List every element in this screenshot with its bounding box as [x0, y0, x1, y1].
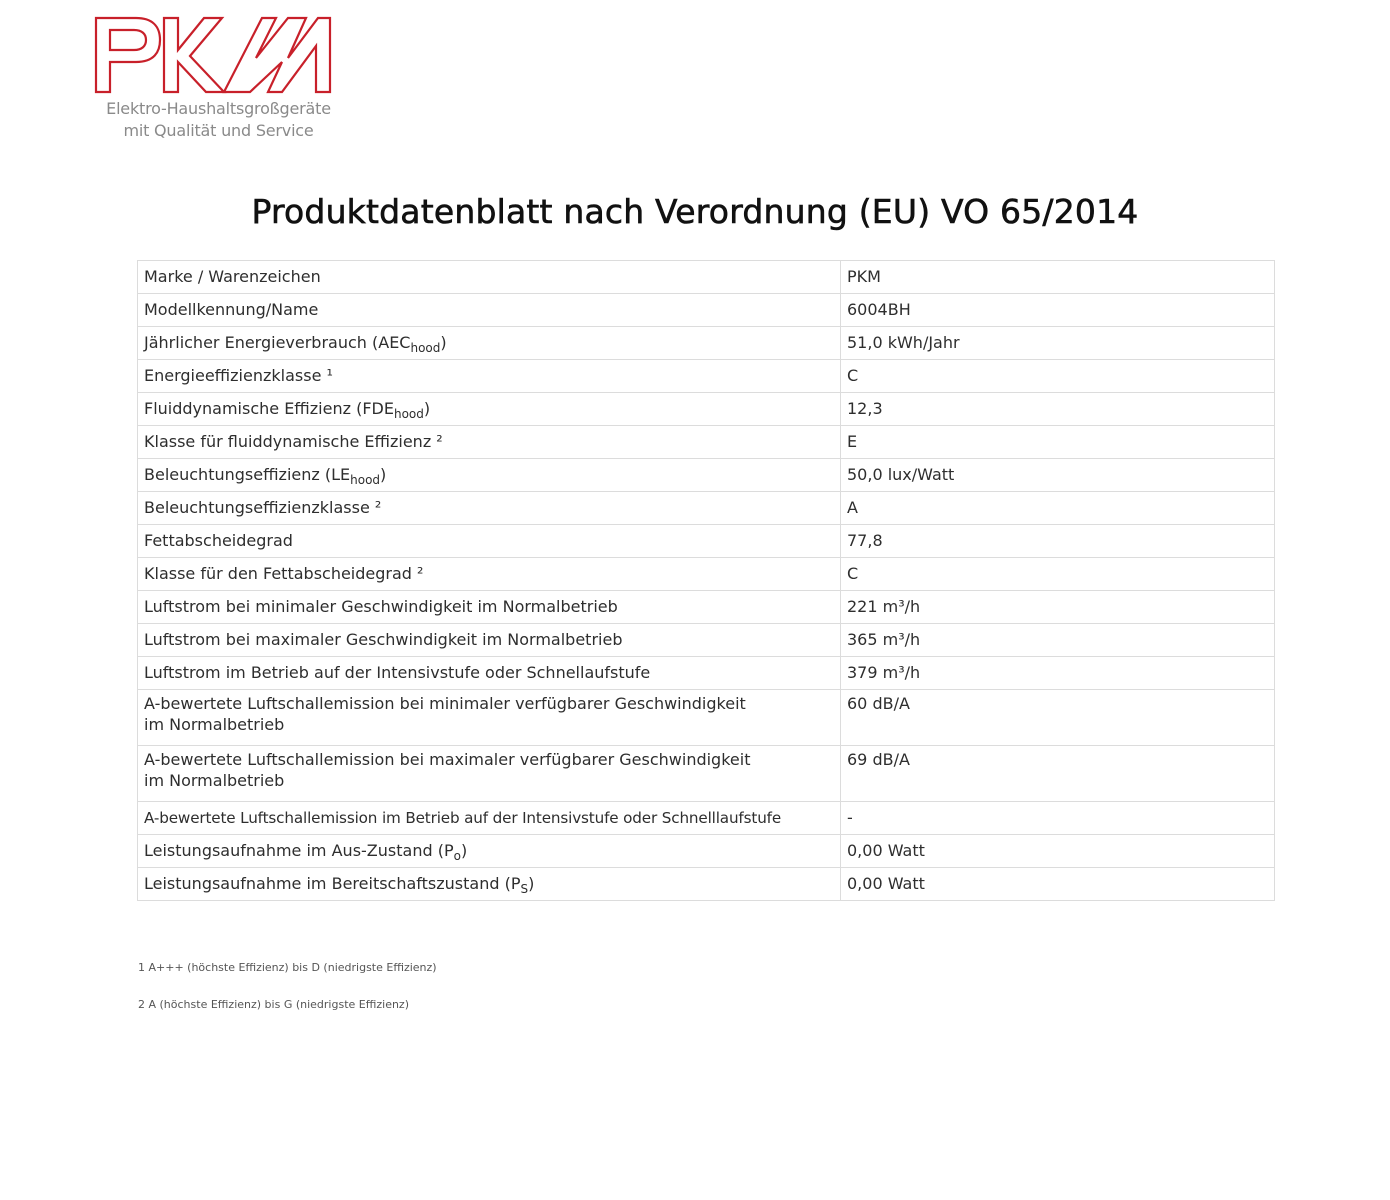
- row-value: 365 m³/h: [841, 624, 1275, 657]
- row-label: Luftstrom bei maximaler Geschwindigkeit im Normalbetrieb: [138, 624, 841, 657]
- table-row: [138, 426, 1275, 459]
- row-label: A-bewertete Luftschallemission im Betrieb auf der Intensivstufe oder Schnelllaufstufe: [138, 802, 841, 835]
- row-label-line1: A-bewertete Luftschallemission bei maximaler verfügbarer Geschwindigkeit: [144, 750, 751, 769]
- table-row: [138, 624, 1275, 657]
- table-row: [138, 360, 1275, 393]
- row-label-close: ): [528, 874, 535, 893]
- table-row: [138, 868, 1275, 901]
- pkm-logo-mark: [92, 12, 342, 97]
- row-label: Modellkennung/Name: [138, 294, 841, 327]
- row-value: -: [841, 802, 1275, 835]
- document-title: Produktdatenblatt nach Verordnung (EU) VO 65/2014: [251, 192, 1139, 231]
- row-label-text: Leistungsaufnahme im Bereitschaftszustand (P: [144, 874, 521, 893]
- row-label-text: Leistungsaufnahme im Aus-Zustand (P: [144, 841, 454, 860]
- row-value: 12,3: [841, 393, 1275, 426]
- company-logo: [92, 12, 342, 152]
- row-label: Fettabscheidegrad: [138, 525, 841, 558]
- row-label-text: Fluiddynamische Effizienz (FDE: [144, 399, 394, 418]
- footnote-2: 2 A (höchste Effizienz) bis G (niedrigste Effizienz): [138, 998, 409, 1011]
- row-label: Leistungsaufnahme im Aus-Zustand (Po): [138, 835, 841, 868]
- table-row: [138, 591, 1275, 624]
- row-value: 77,8: [841, 525, 1275, 558]
- table-row: [138, 558, 1275, 591]
- table-row: [138, 525, 1275, 558]
- row-label-close: ): [440, 333, 447, 352]
- row-label-line2: im Normalbetrieb: [144, 715, 285, 734]
- logo-tagline: [96, 98, 341, 142]
- row-value: E: [841, 426, 1275, 459]
- table-row: [138, 459, 1275, 492]
- row-value: 221 m³/h: [841, 591, 1275, 624]
- row-value: 51,0 kWh/Jahr: [841, 327, 1275, 360]
- row-value: C: [841, 558, 1275, 591]
- row-label: Luftstrom bei minimaler Geschwindigkeit im Normalbetrieb: [138, 591, 841, 624]
- row-label: Marke / Warenzeichen: [138, 261, 841, 294]
- table-row: [138, 802, 1275, 835]
- table-row: [138, 294, 1275, 327]
- row-label: [138, 690, 841, 746]
- logo-tagline-line1: Elektro-Haushaltsgroßgeräte: [106, 99, 331, 118]
- row-label: Klasse für fluiddynamische Effizienz ²: [138, 426, 841, 459]
- row-value: 6004BH: [841, 294, 1275, 327]
- row-label: Beleuchtungseffizienzklasse ²: [138, 492, 841, 525]
- table-row: [138, 261, 1275, 294]
- table-row: [138, 690, 1275, 746]
- table-row: [138, 492, 1275, 525]
- table-row: [138, 835, 1275, 868]
- row-value: PKM: [841, 261, 1275, 294]
- row-label: [138, 746, 841, 802]
- row-label: Jährlicher Energieverbrauch (AEChood): [138, 327, 841, 360]
- row-label: Klasse für den Fettabscheidegrad ²: [138, 558, 841, 591]
- row-label-line1: A-bewertete Luftschallemission bei minimaler verfügbarer Geschwindigkeit: [144, 694, 746, 713]
- row-value: A: [841, 492, 1275, 525]
- row-value: 0,00 Watt: [841, 835, 1275, 868]
- row-label-close: ): [423, 399, 431, 418]
- footnotes: [138, 960, 437, 1034]
- row-label-line2: im Normalbetrieb: [144, 771, 285, 790]
- row-value: 69 dB/A: [841, 746, 1275, 802]
- table-row: [138, 657, 1275, 690]
- row-value: 60 dB/A: [841, 690, 1275, 746]
- row-label: Beleuchtungseffizienz (LEhood): [138, 459, 841, 492]
- row-label-text: Beleuchtungseffizienz (LE: [144, 465, 351, 484]
- row-label-close: ): [380, 465, 387, 484]
- row-label: Luftstrom im Betrieb auf der Intensivstufe oder Schnellaufstufe: [138, 657, 841, 690]
- row-value: C: [841, 360, 1275, 393]
- row-value: 379 m³/h: [841, 657, 1275, 690]
- table-row: [138, 746, 1275, 802]
- table-row: [138, 393, 1275, 426]
- row-label-text: Jährlicher Energieverbrauch (AEC: [144, 333, 411, 352]
- logo-tagline-line2: mit Qualität und Service: [123, 121, 314, 140]
- row-value: 50,0 lux/Watt: [841, 459, 1275, 492]
- footnote-1: 1 A+++ (höchste Effizienz) bis D (niedrigste Effizienz): [138, 961, 437, 974]
- product-data-table: [137, 260, 1275, 901]
- row-label: Fluiddynamische Effizienz (FDEhood): [138, 393, 841, 426]
- row-label: Energieeffizienzklasse ¹: [138, 360, 841, 393]
- row-value: 0,00 Watt: [841, 868, 1275, 901]
- row-label-close: ): [460, 841, 468, 860]
- row-label: Leistungsaufnahme im Bereitschaftszustand (PS): [138, 868, 841, 901]
- table-row: [138, 327, 1275, 360]
